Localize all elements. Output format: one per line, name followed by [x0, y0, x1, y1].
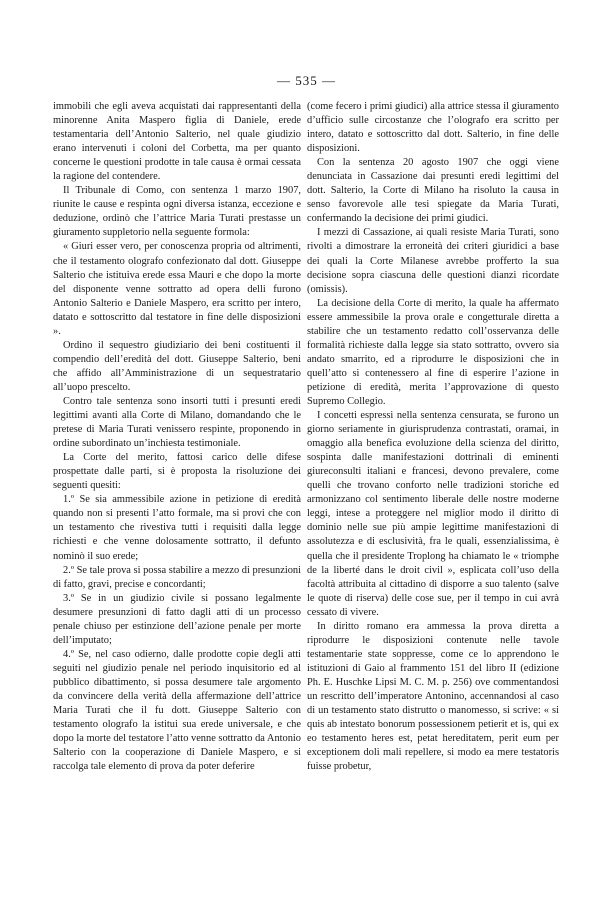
paragraph: immobili che egli aveva acquistati dai rappresentanti della minorenne Anita Maspero figlia di Daniele, erede testamentaria dell’Antonio Salterio, nel quale giudizio erano intervenuti i coloni del Corbetta, ma per quanto concerne le questioni prodotte in tale causa è ormai cessata la ragione del contendere. — [53, 101, 301, 183]
page-number: — 535 — — [277, 73, 336, 88]
paragraph: Il Tribunale di Como, con sentenza 1 marzo 1907, riunite le cause e respinta ogni diversa istanza, eccezione e deduzione, ordinò che l’attrice Maria Turati prestasse un giuramento suppletorio nella seguente formola: — [53, 185, 301, 239]
paragraph: 2.º Se tale prova si possa stabilire a mezzo di presunzioni di fatto, gravi, precise e concordanti; — [53, 564, 301, 590]
right-column — [307, 100, 559, 774]
paragraph: La Corte del merito, fattosi carico delle difese prospettate dalle parti, si è proposta la risoluzione dei seguenti quesiti: — [53, 452, 301, 492]
left-column — [53, 100, 301, 774]
paragraph: I mezzi di Cassazione, ai quali resiste Maria Turati, sono rivolti a dimostrare la erroneità dei criteri giuridici a base dei quali la Corte Milanese avrebbe profferto la sua decisione sopra ciascuna delle questioni dianzi ricordate (omissis). — [307, 227, 559, 295]
paragraph: Ordino il sequestro giudiziario dei beni costituenti il compendio dell’eredità del dott. Giuseppe Salterio, beni che affido all’Amministrazione di un sequestratario all’uopo prescelto. — [53, 339, 301, 393]
paragraph: 3.º Se in un giudizio civile si possano legalmente desumere presunzioni di fatto dagli atti di un processo penale chiuso per estinzione dell’azione penale per morte dell’imputato; — [53, 592, 301, 646]
paragraph: 1.º Se sia ammessibile azione in petizione di eredità quando non si presenti l’atto formale, ma si provi che con un testamento che rivestiva tutti i requisiti dalla legge richiesti e che venne dolosamente sottratto, il defunto nominò il suo erede; — [53, 494, 301, 562]
column-divider — [303, 108, 304, 868]
paragraph: Contro tale sentenza sono insorti tutti i presunti eredi legittimi avanti alla Corte di Milano, domandando che le pretese di Maria Turati venissero respinte, proponendo in ordine subordinato un’inchiesta testimoniale. — [53, 395, 301, 450]
paragraph: La decisione della Corte di merito, la quale ha affermato essere ammessibile la prova orale e congetturale diretta a stabilire che un testamento redatto coll’osservanza delle formalità richieste dalla legge sia stato sottratto, ovvero sia andato smarrito, ed a riprodurre le disposizioni che in quell’atto si contenessero al fine di esperire l’azione in petizione di eredità, merita l’approvazione di questo Supremo Collegio. — [307, 297, 559, 407]
paragraph: I concetti espressi nella sentenza censurata, se furono un giorno seriamente in giurisprudenza contrastati, oramai, in omaggio alla benefica evoluzione della scienza del diritto, sospinta dalle manifestazioni dottrinali di eminenti giureconsulti italiani e francesi, devono prevalere, come quelli che trovano conforto nelle tradizioni storiche ed armonizzano col sentimento liberale delle nostre moderne leggi, intese a proteggere nel miglior modo il diritto di dominio nelle sue più ampie legittime manifestazioni di assolutezza e di esclusività, fra le quali, essenzialissima, è quella che il presidente Troplong ha chiamato le « triomphe de la liberté dans le droit civil », esplicata coll’uso della facoltà attribuita al cittadino di disporre a suo talento (salve le quote di riserva) delle cose sue, per il tempo in cui avrà cessato di vivere. — [307, 410, 559, 618]
paragraph: 4.º Se, nel caso odierno, dalle prodotte copie degli atti seguiti nel giudizio penale nel periodo inquisitorio ed al pubblico dibattimento, si possa desumere tale argomento da convincere della verità della affermazione dell’attrice Maria Turati che il fu dott. Giuseppe Salterio con testamento olografo la istitui sua erede universale, e che dopo la morte del testatore l’atto venne sottratto da Antonio Salterio con la cooperazione di Daniele Maspero, e si raccolga tale elemento di prova da poter deferire — [53, 648, 301, 773]
paragraph: In diritto romano era ammessa la prova diretta a riprodurre le disposizioni contenute nelle tavole testamentarie state soppresse, come ce lo apprendono le istituzioni di Gaio al frammento 151 del libro II (edizione Ph. E. Huschke Lipsi M. C. M. p. 256) ove commentandosi un rescritto dell’imperatore Antonino, accennandosi al caso di un testamento stato distrutto o manomesso, si scrive: « si quis ab intestato bonorum possessionem petierit et is, qui ex eo testamento heres est, petat hereditatem, perit eum per exceptionem doli mali repellere, si modo ea mere testatoris fuisse probetur, — [307, 620, 559, 773]
paragraph: « Giuri esser vero, per conoscenza propria od altrimenti, che il testamento olografo confezionato dal dott. Giuseppe Salterio che istituiva erede essa Mauri e che dopo la morte del disponente venne sottratto ad opera delli furono Antonio Salterio e Daniele Maspero, era scritto per intero, datato e sottoscritto dal testatore in fine delle disposizioni ». — [53, 241, 301, 337]
paragraph: Con la sentenza 20 agosto 1907 che oggi viene denunciata in Cassazione dai presunti eredi legittimi del dott. Salterio, la Corte di Milano ha risoluto la causa in senso favorevole alle tesi spiegate da Maria Turati, confermando la decisione dei primi giudici. — [307, 157, 559, 225]
paragraph: (come fecero i primi giudici) alla attrice stessa il giuramento d’ufficio sulle circostanze che l’olografo era scritto per intero, datato e sottoscritto dal dott. Salterio, in fine delle disposizioni. — [307, 101, 559, 155]
